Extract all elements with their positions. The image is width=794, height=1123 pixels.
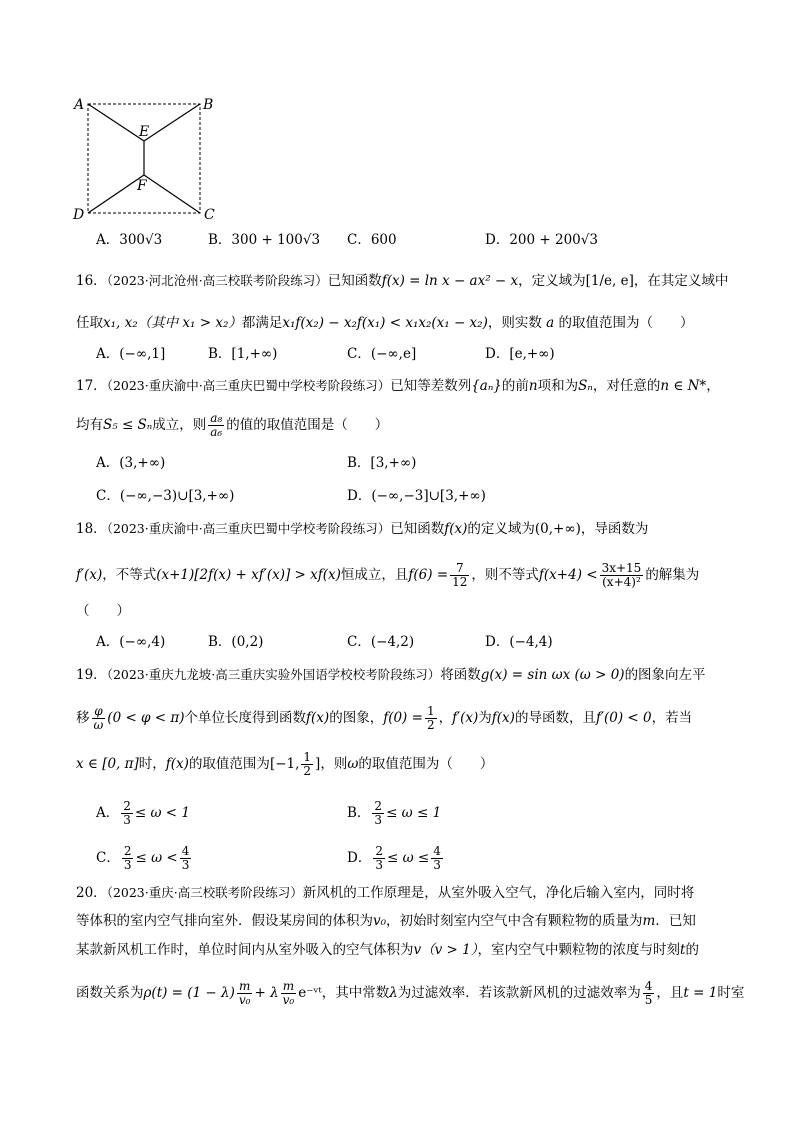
q19-option-b[interactable] (347, 800, 441, 827)
fraction (431, 845, 443, 872)
frac-den: 3 (123, 858, 132, 872)
frac-num: 4 (181, 844, 190, 858)
q16-option-a[interactable] (96, 344, 165, 364)
text: 项和为 (537, 378, 579, 394)
math-expr: g(x) = sin ωx (ω > 0) (480, 667, 625, 683)
fraction (237, 980, 253, 1007)
q18-option-d[interactable] (485, 632, 553, 652)
q20-line-4 (76, 980, 744, 1007)
question-number: 16． (76, 273, 107, 289)
q16-line-1 (76, 271, 728, 291)
math-expr: f(x) = ln x − ax² − x (381, 273, 519, 289)
math-expr: (x+1)[2f(x) + xf′(x)] > xf(x) (156, 567, 341, 583)
text: 个单位长度得到函数 (184, 710, 307, 726)
label-d: D (73, 207, 85, 222)
text: ， (438, 710, 453, 726)
text: ，其中常数 (321, 985, 390, 1001)
text: ，室内空气中颗粒物的浓度与时刻 (477, 942, 680, 958)
math-expr: (0,+∞) (534, 521, 581, 537)
text: 成立，则 (152, 417, 207, 433)
option-text: (−∞,e] (370, 346, 417, 362)
option-text: 600 (370, 232, 397, 248)
text: 移 (76, 710, 90, 726)
math-expr: f(0) = (383, 710, 423, 726)
question-number: 19． (76, 667, 107, 683)
q19-line-3: x ∈ [0, π]时，f(x)的取值范围为[−1, $\frac{1}{2}$ ]，则ω的取值范围为（ ） (76, 750, 494, 778)
option-letter: B． (208, 346, 232, 362)
option-letter: B． (208, 634, 232, 650)
label-c: C (204, 207, 215, 222)
option-text: ≤ ω < (135, 850, 178, 866)
q17-option-b[interactable] (347, 453, 416, 473)
frac-num: m (281, 980, 297, 994)
q19-option-c[interactable] (96, 845, 193, 872)
answer-bracket: （ ） (76, 603, 130, 619)
q19-option-d[interactable] (347, 845, 445, 872)
text: 已知函数 (390, 521, 445, 537)
fraction (372, 800, 384, 827)
math-expr: S₅ ≤ Sₙ (103, 417, 153, 433)
frac-den: ω (93, 718, 104, 732)
text: ，初始时刻室内空气中含有颗粒物的质量为 (386, 913, 643, 929)
fraction (281, 980, 297, 1007)
frac-num: 7 (450, 562, 469, 576)
option-text: [e,+∞) (509, 346, 555, 362)
fraction (180, 845, 192, 872)
math-expr: λ (389, 985, 398, 1001)
option-letter: C． (96, 488, 120, 504)
option-letter: B． (347, 455, 371, 471)
option-letter: D． (485, 232, 510, 248)
text: 的解集为 (645, 567, 700, 583)
q17-option-a[interactable] (96, 453, 165, 473)
frac-den: 5 (644, 993, 653, 1007)
text: 任取 (76, 315, 103, 331)
fraction (122, 845, 134, 872)
text: 时室 (717, 985, 745, 1001)
fraction (121, 800, 133, 827)
q20-line-2 (76, 911, 696, 931)
math-expr: f(6) = (408, 567, 449, 583)
frac-den: a₆ (210, 425, 223, 439)
math-expr: x₁, x₂（其中 x₁ > x₂） (103, 315, 242, 331)
text: ，不等式 (102, 567, 157, 583)
frac-num: 4 (644, 979, 653, 993)
text: 恒成立，且 (340, 567, 409, 583)
question-source: （2023·重庆渝中·高三重庆巴蜀中学校考阶段练习） (106, 521, 391, 536)
fraction (643, 980, 655, 1007)
option-letter: D． (485, 346, 510, 362)
text: 时， (138, 756, 166, 772)
option-text: 300√3 (119, 232, 163, 248)
option-text: (0,2) (231, 634, 264, 650)
frac-den: v₀ (238, 993, 251, 1007)
text: 已知等差数列 (390, 378, 472, 394)
question-source: （2023·重庆九龙坡·高三重庆实验外国语学校校考阶段练习） (106, 667, 441, 682)
option-letter: D． (347, 850, 372, 866)
label-f: F (137, 178, 147, 194)
fraction (600, 562, 644, 589)
option-text: [1,+∞) (231, 346, 278, 362)
option-letter: B． (208, 232, 232, 248)
text: 的定义域为 (467, 521, 535, 537)
math-expr: f′(x) (76, 567, 103, 583)
text: 新风机的工作原理是，从室外吸入空气，净化后输入室内，同时将 (302, 885, 695, 901)
q16-option-b[interactable] (208, 344, 277, 364)
option-letter: A． (96, 232, 120, 248)
math-expr: v（v > 1） (413, 942, 478, 958)
frac-num: 2 (123, 844, 132, 858)
text: 的取值范围为（ ） (558, 315, 694, 331)
q15-option-d[interactable] (485, 230, 598, 250)
option-text: ≤ ω < 1 (134, 805, 190, 821)
fraction (450, 562, 469, 589)
math-expr: (0 < φ < π) (107, 710, 185, 726)
frac-num: 1 (303, 750, 312, 764)
text: 的前 (501, 378, 529, 394)
fraction (208, 412, 224, 439)
fraction (373, 845, 385, 872)
text: 的 (685, 942, 699, 958)
segment-fd (88, 175, 144, 213)
frac-num: 2 (375, 844, 383, 858)
label-b: B (203, 97, 214, 113)
q18-option-a[interactable] (96, 632, 165, 652)
text: ．已知 (655, 913, 696, 929)
option-text: (−4,2) (370, 634, 415, 650)
fraction (301, 751, 313, 778)
math-expr: x ∈ [0, π] (76, 756, 139, 772)
q16-line-2: 任取x₁, x₂（其中 x₁ > x₂）都满足x₁f(x₂) − x₂f(x₁) < x₁x₂(x₁ − x₂)，则实数 a 的取值范围为（ ） (76, 315, 694, 331)
text: ，导函数为 (580, 521, 649, 537)
text: ，则不等式 (471, 567, 539, 583)
q20-line-1 (76, 883, 694, 903)
text: ，则 (320, 756, 348, 772)
text: 的取值范围为 (188, 756, 270, 772)
frac-den: 3 (374, 813, 383, 827)
math-expr: {aₙ} (471, 378, 502, 394)
frac-den: 2 (303, 764, 312, 778)
text: 将函数 (440, 667, 481, 683)
text: 某款新风机工作时，单位时间内从室外吸入的空气体积为 (76, 942, 414, 958)
q18-line-1: 18．（2023·重庆渝中·高三重庆巴蜀中学校考阶段练习）已知函数f(x)的定义域为(0,+∞)，导函数为 (76, 521, 649, 537)
q17-option-d[interactable] (347, 486, 486, 506)
question-number: 17． (76, 378, 107, 394)
text: 函数关系为 (76, 985, 144, 1001)
option-letter: A． (96, 455, 120, 471)
label-e: E (139, 124, 150, 140)
geometry-figure (66, 92, 226, 222)
frac-num: m (237, 980, 253, 994)
text: ，若当 (651, 710, 693, 726)
text: 的导函数，且 (514, 710, 596, 726)
segment-fc (144, 175, 200, 213)
math-expr: x₁f(x₂) − x₂f(x₁) < x₁x₂(x₁ − x₂) (282, 315, 488, 331)
q18-option-c[interactable] (347, 632, 414, 652)
q16-option-c[interactable] (347, 344, 416, 364)
frac-num: φ (92, 705, 106, 719)
frac-num: 2 (374, 799, 383, 813)
frac-num: 4 (433, 844, 441, 858)
frac-den: 2 (426, 718, 435, 732)
option-letter: B． (347, 805, 371, 821)
text: ，定义域为 (518, 273, 586, 289)
segment-be (144, 104, 200, 141)
option-text: 300 + 100√3 (231, 232, 321, 248)
q18-line-3 (76, 601, 130, 621)
math-expr: t = 1 (683, 985, 718, 1001)
text: ，则实数 (487, 315, 542, 331)
text: 为 (478, 710, 492, 726)
option-text: 200 + 200√3 (509, 232, 598, 248)
frac-den: (x+4)² (602, 575, 641, 589)
question-number: 20． (76, 885, 107, 901)
option-letter: C． (347, 634, 371, 650)
frac-den: 3 (123, 813, 131, 827)
text: ，对任意的 (592, 378, 661, 394)
math-expr: n ∈ N* (660, 378, 707, 394)
option-letter: A． (96, 634, 120, 650)
label-a: A (74, 97, 85, 113)
math-expr: e⁻ᵛᵗ (298, 985, 322, 1001)
math-expr: t (680, 942, 686, 958)
math-expr: f(x+4) < (538, 567, 598, 583)
option-letter: C． (96, 850, 120, 866)
option-text: ≤ ω ≤ (386, 850, 430, 866)
frac-den: v₀ (282, 993, 295, 1007)
frac-num: 2 (123, 799, 131, 813)
q18-option-b[interactable] (208, 632, 263, 652)
option-text: (−∞,1] (119, 346, 166, 362)
text: 已知函数 (327, 273, 382, 289)
option-text: (−4,4) (509, 634, 553, 650)
option-letter: C． (347, 232, 371, 248)
option-text: (3,+∞) (119, 455, 166, 471)
q19-line-1 (76, 665, 706, 685)
text: 的图象向左平 (624, 667, 706, 683)
math-expr: m (642, 913, 656, 929)
frac-den: 3 (375, 858, 383, 872)
q15-option-b[interactable] (208, 230, 320, 250)
option-letter: A． (96, 805, 120, 821)
option-text: (−∞,−3]∪[3,+∞) (371, 488, 486, 504)
frac-num: 3x+15 (601, 561, 642, 575)
text: 的取值范围为（ ） (358, 756, 494, 772)
frac-den: 3 (181, 858, 190, 872)
fraction (92, 705, 106, 732)
q17-option-c[interactable] (96, 486, 234, 506)
text: 都满足 (241, 315, 283, 331)
question-source: （2023·重庆·高三校联考阶段练习） (106, 885, 303, 900)
q17-line-2 (76, 412, 388, 439)
q19-option-a[interactable] (96, 800, 190, 827)
math-expr: v₀ (373, 913, 387, 929)
q20-line-3 (76, 940, 699, 960)
option-text: (−∞,−3)∪[3,+∞) (119, 488, 235, 504)
option-letter: C． (347, 346, 371, 362)
option-letter: A． (96, 346, 120, 362)
q15-option-a[interactable] (96, 230, 162, 250)
math-expr: f′(0) < 0 (595, 710, 652, 726)
text: 均有 (76, 417, 103, 433)
q18-line-2 (76, 562, 699, 589)
fraction (425, 705, 437, 732)
text: ，且 (656, 985, 684, 1001)
question-source: （2023·重庆渝中·高三重庆巴蜀中学校考阶段练习） (106, 378, 391, 393)
frac-num: a₈ (210, 411, 223, 425)
math-expr: + λ (254, 985, 279, 1001)
q15-option-c[interactable] (347, 230, 397, 250)
q16-option-d[interactable] (485, 344, 555, 364)
frac-den: 3 (433, 858, 441, 872)
math-expr: [1/e, e] (585, 273, 634, 289)
math-expr: ] (315, 756, 321, 772)
question-number: 18． (76, 521, 107, 537)
text: ，在其定义域中 (633, 273, 729, 289)
option-letter: D． (347, 488, 372, 504)
frac-num: 1 (426, 704, 435, 718)
text: 等体积的室内空气排向室外．假设某房间的体积为 (76, 913, 373, 929)
text: 为过滤效率．若该款新风机的过滤效率为 (397, 985, 641, 1001)
segment-ae (88, 104, 144, 141)
math-expr: [−1, (269, 756, 300, 772)
option-letter: D． (485, 634, 510, 650)
option-text: [3,+∞) (370, 455, 417, 471)
option-text: (−∞,4) (119, 634, 166, 650)
math-expr: ρ(t) = (1 − λ) (143, 985, 235, 1001)
question-source: （2023·河北沧州·高三校联考阶段练习） (106, 273, 328, 288)
q19-line-2: 移 $\frac{\varphi}{\omega}$ (0 < φ < π)个单位长度得到函数f(x)的图象，f(0) = $\frac{1}{2}$ ，f′(x)为f(x)的导函数，且f′(0) < 0，若当 (76, 704, 693, 732)
frac-den: 12 (452, 575, 468, 589)
q17-line-1: 17．（2023·重庆渝中·高三重庆巴蜀中学校考阶段练习）已知等差数列{aₙ}的前n项和为Sₙ，对任意的n ∈ N*， (76, 378, 720, 394)
math-expr: ω (347, 756, 359, 772)
text: ， (706, 378, 720, 394)
text: 的图象， (329, 710, 384, 726)
text: 的值的取值范围是（ ） (226, 417, 389, 433)
option-text: ≤ ω ≤ 1 (386, 805, 442, 821)
